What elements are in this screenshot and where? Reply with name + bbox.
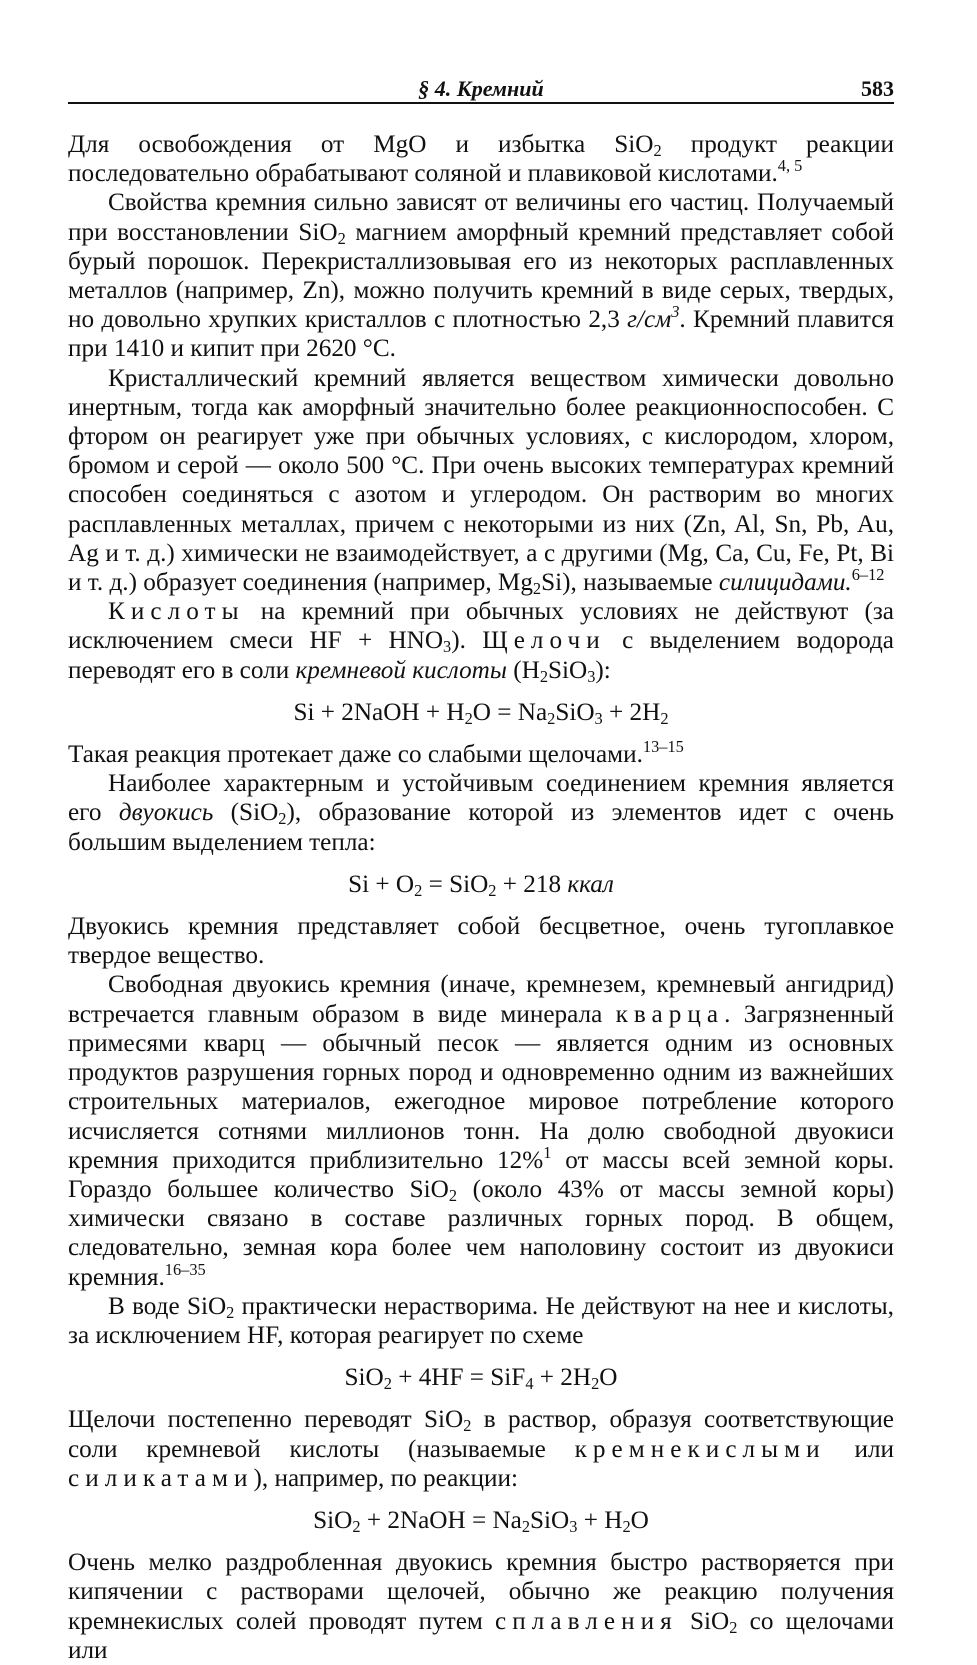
spaced-term-acids: Кислоты (108, 598, 245, 626)
term-dioxide: двуокись (118, 799, 214, 827)
paragraph-11: Очень мелко раздробленная двуокись кремния быстро растворяется при кипячении с растворами щелочей, обычно же реакцию получения кремнекислых солей проводят путем сплавления SiO$_2$ со щелочами или (68, 1549, 895, 1664)
spaced-term-quartz: кварца (615, 1000, 725, 1028)
paragraph-3: Кристаллический кремний является веществом химически довольно инертным, тогда как аморфный значительно более реакционноспособен. С фтором он реагирует уже при обычных условиях, с кислородом, хлором, бромом и серой — около 500 °С. При очень высоких температурах кремний способен соединяться с азотом и углеродом. Он растворим во многих расплавленных металлах, причем с некоторыми из них (Zn, Al, Sn, Pb, Au, Ag и т. д.) химически не взаимодействует, а с другими (Mg, Ca, Cu, Fe, Pt, Bi и т. д.) образует соединения (например, $Mg_2Si$), называемые силицидами.$^{6-12}$ (68, 364, 894, 599)
running-title: § 4. Кремний (418, 76, 544, 101)
footnote-marker: 1 (543, 1142, 552, 1162)
equation-3: $SiO_2 + 4HF = SiF_4 + 2H_2O$ (344, 1364, 618, 1394)
paragraph-7: Двуокись кремния представляет собой бесцветное, очень тугоплавкое твердое вещество. (68, 913, 894, 970)
paragraph-8: Свободная двуокись кремния (иначе, кремнезем, кремневый ангидрид) встречается главным образом в виде минерала кварца. Загрязненный примесями кварц — обычный песок — является одним из основных продуктов разрушения горных пород и одновременно одним из важнейших строительных материалов, ежегодное мировое потребление которого исчисляется сотнями миллионов тонн. На долю свободной двуокиси кремния приходится приблизительно 12%$^1$ от массы всей земной коры. Гораздо большее количество SiO$_2$ (около 43% от массы земной коры) химически связано в составе различных горных пород. В общем, следовательно, земная кора более чем наполовину состоит из двуокиси кремния.$^{16-35}$ (68, 971, 895, 1291)
reference-marker: 13–15 (642, 737, 684, 757)
spaced-term-alkalis: Щелочи (482, 627, 606, 655)
paragraph-6: Наиболее характерным и устойчивым соединением кремния является его двуокись (SiO$_2$), образование которой из элементов идет с очень большим выделением тепла: (68, 770, 894, 856)
reference-marker: 6–12 (851, 565, 885, 585)
equation-4: SiO$_2$ + 2NaOH = $Na_2SiO_3 + H_2O$ (313, 1506, 649, 1537)
equation-2: $Si + O_2 = SiO_2 + 218$ ккал (348, 870, 614, 900)
paragraph-10: Щелочи постепенно переводят SiO$_2$ в раствор, образуя соответствующие соли кремневой кислоты (называемые кремнекислыми или силикатами), например, по реакции: (68, 1406, 894, 1492)
term-silicic-acid: кремневой кислоты (295, 656, 507, 684)
reference-marker: 16–35 (164, 1259, 206, 1279)
paragraph-4: Кислоты на кремний при обычных условиях не действуют (за исключением смеси HF + $HNO_3$). Щелочи с выделением водорода переводят его в соли кремневой кислоты $(H_2SiO_3)$: (68, 598, 894, 686)
paragraph-9: В воде SiO$_2$ практически нерастворима. Не действуют на нее и кислоты, за исключением HF, которая реагирует по схеме (68, 1292, 894, 1349)
paragraph-2: Свойства кремния сильно зависят от величины его частиц. Получаемый при восстановлении SiO$_2$ магнием аморфный кремний представляет собой бурый порошок. Перекристаллизовывая его из некоторых расплавленных металлов (например, Zn), можно получить кремний в виде серых, твердых, но довольно хрупких кристаллов с плотностью 2,3 $г/см^3$. Кремний плавится при 1410 и кипит при 2620 °С. (68, 189, 894, 363)
paragraph-1: Для освобождения от MgO и избытка SiO$_2$ продукт реакции последовательно обрабатывают соляной и плавиковой кислотами.$^{4, 5}$ (68, 131, 894, 188)
term-silicides: силицидами. (718, 569, 852, 597)
equation-1: Si + 2NaOH + $H_2O = Na_2SiO_3 + 2H_2$ (293, 698, 669, 728)
spaced-term-silicates: силикатами (68, 1464, 254, 1492)
spaced-term-silicic: кремнекислыми (574, 1435, 826, 1463)
running-head (68, 68, 894, 104)
page-number: 583 (861, 76, 894, 101)
paragraph-5: Такая реакция протекает даже со слабыми щелочами.$^{13-15}$ (68, 737, 684, 769)
spaced-term-fusion: сплавления (495, 1607, 678, 1635)
reference-marker: 4, 5 (777, 156, 803, 176)
